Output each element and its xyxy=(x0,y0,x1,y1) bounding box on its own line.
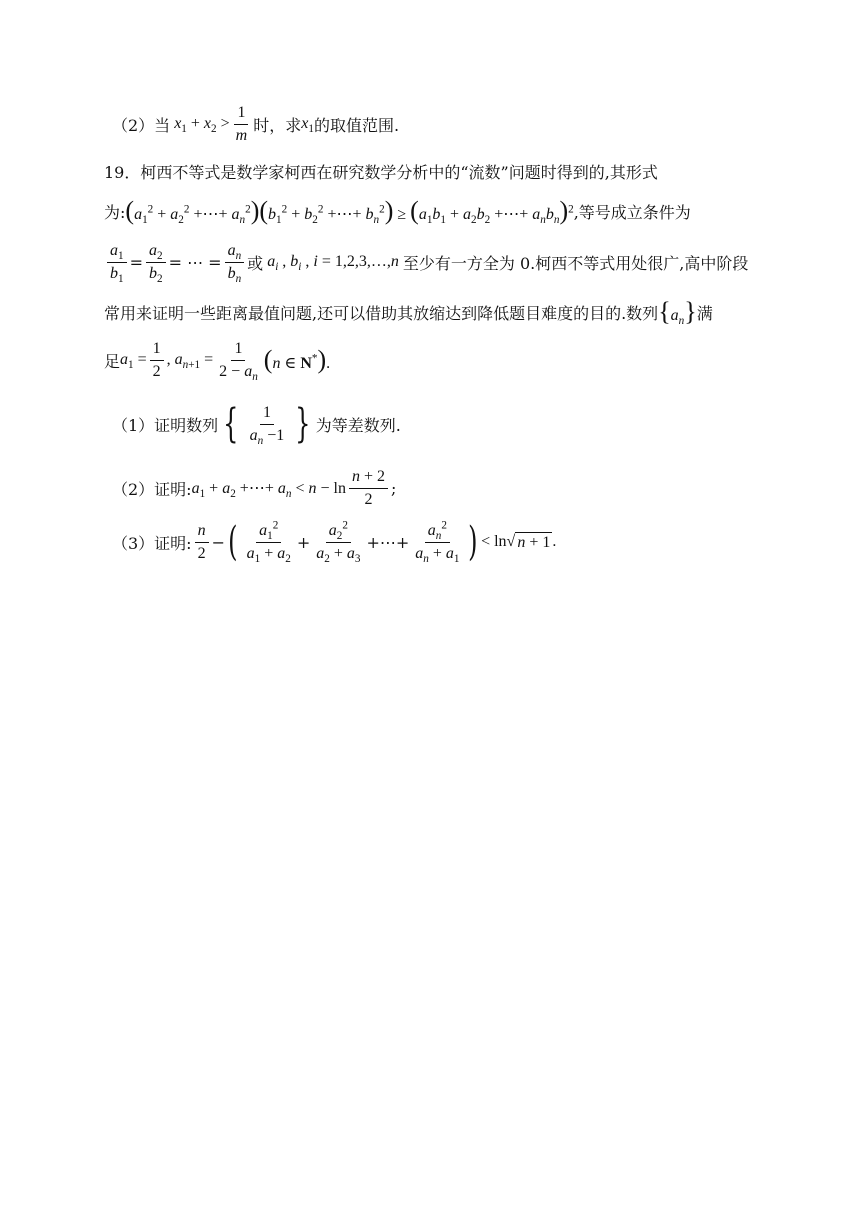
q19-line4 xyxy=(104,297,713,328)
q19-number: 19． xyxy=(104,163,141,182)
q19-line4-end: 满 xyxy=(696,303,713,323)
q19-part2-label: （2）证明: xyxy=(112,479,192,499)
fraction-1-over-an-minus-1: $\frac{1}{a_n -1}$ xyxy=(249,404,285,447)
q19-line3: $\frac{a_1}{b_1}$ = $\frac{a_2}{b_2}$ = ⋯ = $\frac{a_n}{b_n}$ 或 $a_i$ , $b_i$ , i = 1,2,3,…,n 至少有一方全为 0.柯西不等式用处很广,高中阶段 xyxy=(104,242,748,282)
q19-part3-label: （3）证明: xyxy=(112,533,192,553)
q19-line3-suffix: 至少有一方全为 0.柯西不等式用处很广,高中阶段 xyxy=(402,253,749,273)
q18-part2-after: 时，求 xyxy=(253,115,302,135)
q19-line1 xyxy=(104,160,658,183)
q19-line3-mid: 或 xyxy=(247,253,264,273)
fraction-n-over-2: $\frac{n}{2}$ xyxy=(195,522,209,562)
fraction-n-plus-2-over-2: $\frac{n + 2}{2}$ xyxy=(349,468,388,508)
q18-part2-label: （2）当 xyxy=(112,115,171,135)
fraction-recurrence: $\frac{1}{2 - a_n}$ xyxy=(219,340,258,383)
q19-line2-suffix: ,等号成立条件为 xyxy=(573,202,691,222)
part2-inequality: $a_1 + a_2$ +⋯+ $a_n < n - \ln$ xyxy=(191,480,346,501)
condition-ai-bi: $a_i$ , $b_i$ , i = 1,2,3,…,n xyxy=(263,253,403,274)
sequence-an: $\{a_n\}$ xyxy=(658,297,697,328)
q19-line2-prefix: 为: xyxy=(104,202,126,222)
q18-part2-line xyxy=(112,104,399,144)
fraction-a2sq: $\frac{a_2^2}{a_2 + a_3}$ xyxy=(316,519,361,565)
q19-line5-prefix: 足 xyxy=(104,351,121,371)
fraction-a1sq: $\frac{a_1^2}{a_1 + a_2}$ xyxy=(246,519,291,565)
q19-text-line1: 柯西不等式是数学家柯西在研究数学分析中的“流数”问题时得到的,其形式 xyxy=(140,163,658,182)
fraction-one-half: $\frac{1}{2}$ xyxy=(150,340,164,380)
q19-part2: （2）证明: $a_1 + a_2$ +⋯+ $a_n < n - \ln$ $\frac{n + 2}{2}$ ; xyxy=(112,468,397,508)
q19-text-line4: 常用来证明一些距离最值问题,还可以借助其放缩达到降低题目难度的目的.数列 xyxy=(104,303,659,323)
q19-line5 xyxy=(104,340,331,383)
q19-line2 xyxy=(104,196,691,227)
fraction-a2-b2: $\frac{a_2}{b_2}$ xyxy=(146,242,166,282)
fraction-1-over-m: $\frac{1}{m}$ xyxy=(235,104,248,144)
recurrence: , $a_{n+1}$ = xyxy=(166,351,214,372)
q19-part1: （1）证明数列 { $\frac{1}{a_n -1}$ } 为等差数列. xyxy=(112,401,401,448)
fraction-an-bn: $\frac{a_n}{b_n}$ xyxy=(225,242,245,282)
var-x1: $x_1$ xyxy=(301,115,314,136)
part3-rhs: < ln √ n + 1 . xyxy=(481,533,557,552)
q19-part3: （3）证明: $\frac{n}{2}$ − ( $\frac{a_1^2}{a_1 + a_2}$ + $\frac{a_2^2}{a_2 + a_3}$ +⋯+ $\frac{a_n^2}{a_n + a_1}$ ) < ln √ n + 1 . xyxy=(112,519,557,566)
domain-n: (n ∈ N*). xyxy=(263,345,331,375)
initial-term: $a_1$ = xyxy=(120,351,147,372)
fraction-ansq: $\frac{a_n^2}{a_n + a_1}$ xyxy=(415,519,460,565)
fraction-a1-b1: $\frac{a_1}{b_1}$ xyxy=(107,242,127,282)
q18-part2-end: 的取值范围. xyxy=(313,115,400,135)
q19-part1-label: （1）证明数列 xyxy=(112,415,219,435)
q18-part2-condition: $x_1 + x_2$ > xyxy=(170,115,230,136)
q19-part1-end: 为等差数列. xyxy=(315,415,401,435)
cauchy-inequality: ($a_1^2 + a_2^2$ +⋯+ $a_n^2)(b_1^2 + b_2^2$ +⋯+ $b_n^2) \ge (a_1b_1 + a_2b_2$ +⋯+ $a_nb_n)^2$ xyxy=(125,196,574,227)
